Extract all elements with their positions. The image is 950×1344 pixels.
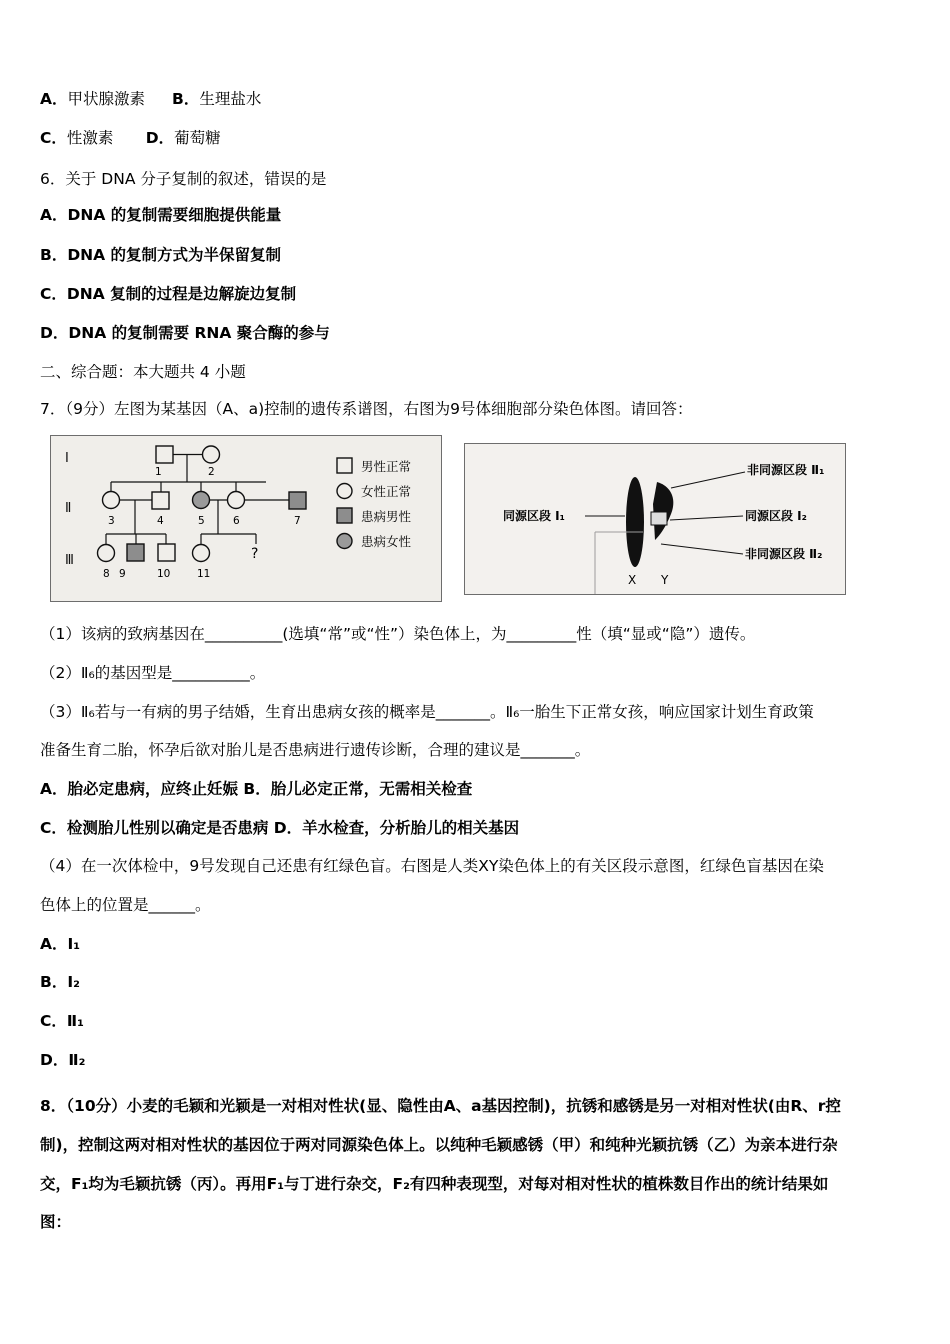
option-d-text: 葡萄糖 [174,129,221,148]
svg-text:8: 8 [103,568,110,581]
svg-text:Y: Y [661,573,669,588]
question8-line3: 交，F₁均为毛颖抗锈（丙）。再用F₁与丁进行杂交，F₂有四种表现型，对每对相对性状的植株数目作出的统计结果如 [40,1174,829,1193]
question6-option-d: D．DNA 的复制需要 RNA 聚合酶的参与 [40,324,330,343]
xy-chromosome-figure [464,443,846,595]
svg-text:男性正常: 男性正常 [361,459,412,475]
svg-text:4: 4 [157,515,164,528]
svg-text:6: 6 [233,515,240,528]
question5-option-row-1 [40,88,912,111]
question7-stem: 7．（9分）左图为某基因（A、a)控制的遗传系谱图，右图为9号体细胞部分染色体图。请回答： [40,399,693,418]
question8-line1: 8．（10分）小麦的毛颖和光颖是一对相对性状(显、隐性由A、a基因控制)，抗锈和感锈是另一对相对性状(由R、r控 [40,1097,841,1116]
svg-text:同源区段 Ⅰ₂: 同源区段 Ⅰ₂ [745,509,807,524]
question7-sub4-line2: 色体上的位置是______。 [40,896,211,915]
question7-sub1: （1）该病的致病基因在__________(选填“常”或“性”）染色体上，为_________性（填“显或“隐”）遗传。 [40,625,756,644]
svg-text:非同源区段 Ⅱ₁: 非同源区段 Ⅱ₁ [747,463,825,478]
option-c-label: C． [40,129,67,148]
option-a-text: 甲状腺激素 [67,90,146,108]
svg-text:7: 7 [294,515,301,528]
question6-stem: 6．关于 DNA 分子复制的叙述，错误的是 [40,169,327,188]
svg-text:9: 9 [119,568,126,581]
question8-line2: 制)，控制这两对相对性状的基因位于两对同源染色体上。以纯种毛颖感锈（甲）和纯种光颖抗锈（乙）为亲本进行杂 [40,1136,838,1155]
question7-sub4-option-a: A．Ⅰ₁ [40,934,81,953]
question8-line4: 图： [40,1213,72,1232]
section-2-title: 二、综合题：本大题共 4 小题 [40,363,246,382]
svg-text:11: 11 [197,568,211,581]
question7-sub3-options-line2: C．检测胎儿性别以确定是否患病 D．羊水检查，分析胎儿的相关基因 [40,818,520,837]
svg-text:同源区段 Ⅰ₁: 同源区段 Ⅰ₁ [503,509,565,524]
page-content [40,88,912,1247]
question7-sub2: （2）Ⅱ₆的基因型是__________。 [40,664,266,683]
question7-sub4-option-c: C．Ⅱ₁ [40,1012,84,1031]
svg-text:1: 1 [155,466,162,479]
option-d-label: D． [145,129,175,148]
pedigree-figure [50,435,442,602]
svg-text:2: 2 [208,466,215,479]
option-b-text: 生理盐水 [199,90,262,108]
svg-text:Ⅲ: Ⅲ [65,553,74,569]
svg-text:Ⅱ: Ⅱ [65,501,72,517]
question7-sub3-line2: 准备生育二胎，怀孕后欲对胎儿是否患病进行遗传诊断，合理的建议是_______。 [40,741,591,760]
question7-sub4-line1: （4）在一次体检中，9号发现自己还患有红绿色盲。右图是人类XY染色体上的有关区段示意图，红绿色盲基因在染 [40,857,824,876]
question6-option-b: B．DNA 的复制方式为半保留复制 [40,245,282,264]
svg-text:3: 3 [108,515,115,528]
question7-figures [50,435,912,602]
option-c-text: 性激素 [66,129,114,148]
question6-option-a: A．DNA 的复制需要细胞提供能量 [40,206,282,225]
svg-text:患病男性: 患病男性 [361,509,412,525]
svg-text:女性正常: 女性正常 [361,484,412,500]
svg-text:非同源区段 Ⅱ₂: 非同源区段 Ⅱ₂ [745,547,823,562]
svg-text:10: 10 [157,568,171,581]
question5-option-row-2 [40,127,912,150]
svg-text:?: ? [251,546,259,563]
question6-option-c: C．DNA 复制的过程是边解旋边复制 [40,284,297,303]
option-b-label: B． [172,90,200,108]
option-a-label: A． [40,90,68,108]
question7-sub3-line1: （3）Ⅱ₆若与一有病的男子结婚，生育出患病女孩的概率是_______。Ⅱ₆一胎生下正常女孩，响应国家计划生育政策 [40,702,814,721]
svg-text:X: X [628,573,637,588]
question7-sub3-options-line1: A．胎必定患病，应终止妊娠 B．胎儿必定正常，无需相关检查 [40,780,473,799]
question7-sub4-option-b: B．Ⅰ₂ [40,973,80,992]
svg-text:患病女性: 患病女性 [361,534,412,550]
svg-text:Ⅰ: Ⅰ [65,451,69,467]
svg-text:5: 5 [198,515,205,528]
question7-sub4-option-d: D．Ⅱ₂ [40,1050,86,1069]
